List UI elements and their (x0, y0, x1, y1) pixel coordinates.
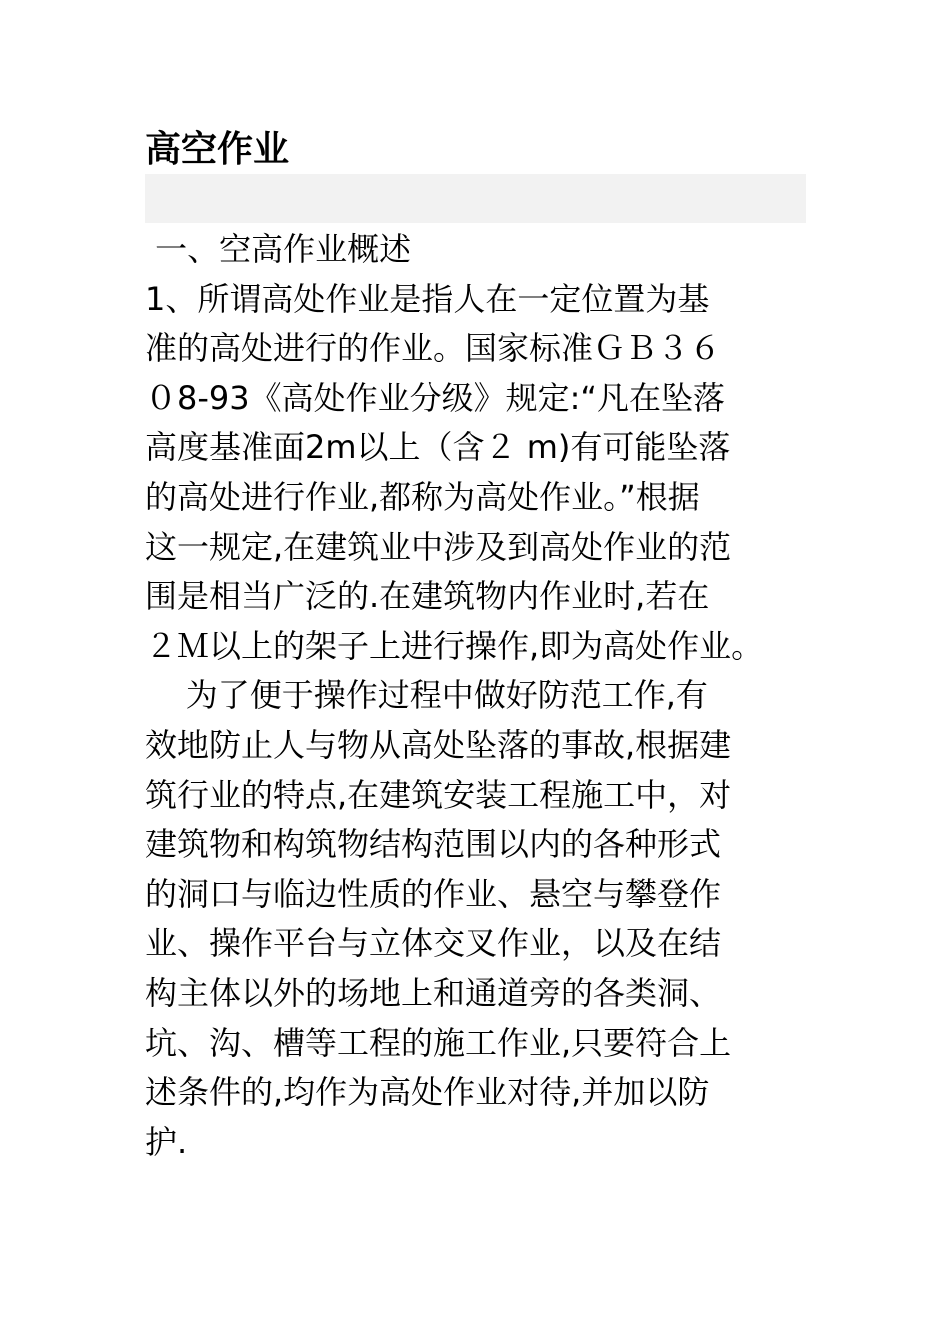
paragraph-line: 构主体以外的场地上和通道旁的各类洞、 (145, 973, 722, 1012)
paragraph-line: 高度基准面2m以上（含２ m)有可能坠落 (145, 428, 731, 467)
paragraph-line: 围是相当广泛的.在建筑物内作业时,若在 (145, 577, 710, 616)
shaded-band (145, 174, 806, 223)
paragraph-line: 的高处进行作业,都称为高处作业。”根据 (145, 477, 700, 516)
paragraph-line: 效地防止人与物从高处坠落的事故,根据建 (145, 725, 732, 764)
paragraph-line: 建筑物和构筑物结构范围以内的各种形式 (145, 825, 722, 864)
paragraph-line: ２Ｍ以上的架子上进行操作,即为高处作业。 (145, 626, 764, 665)
paragraph-line: 业、操作平台与立体交叉作业，以及在结 (145, 924, 722, 963)
paragraph-line: 准的高处进行的作业。国家标准ＧＢ３６ (145, 329, 722, 368)
paragraph-line: 1、所谓高处作业是指人在一定位置为基 (145, 279, 710, 318)
section-heading: 一、空高作业概述 (145, 230, 412, 268)
paragraph-line: 为了便于操作过程中做好防范工作,有 (145, 676, 708, 715)
paragraph-line: 坑、沟、槽等工程的施工作业,只要符合上 (145, 1023, 732, 1062)
document-body (145, 225, 825, 1167)
paragraph-line: ０8-93《高处作业分级》规定:“凡在坠落 (145, 378, 725, 417)
paragraph-line: 这一规定,在建筑业中涉及到高处作业的范 (145, 527, 732, 566)
document-title: 高空作业 (145, 129, 290, 170)
paragraph-line: 的洞口与临边性质的作业、悬空与攀登作 (145, 874, 722, 913)
paragraph-line: 筑行业的特点,在建筑安装工程施工中，对 (145, 775, 732, 814)
paragraph-line: 护. (145, 1122, 188, 1161)
paragraph-line: 述条件的,均作为高处作业对待,并加以防 (145, 1073, 710, 1112)
